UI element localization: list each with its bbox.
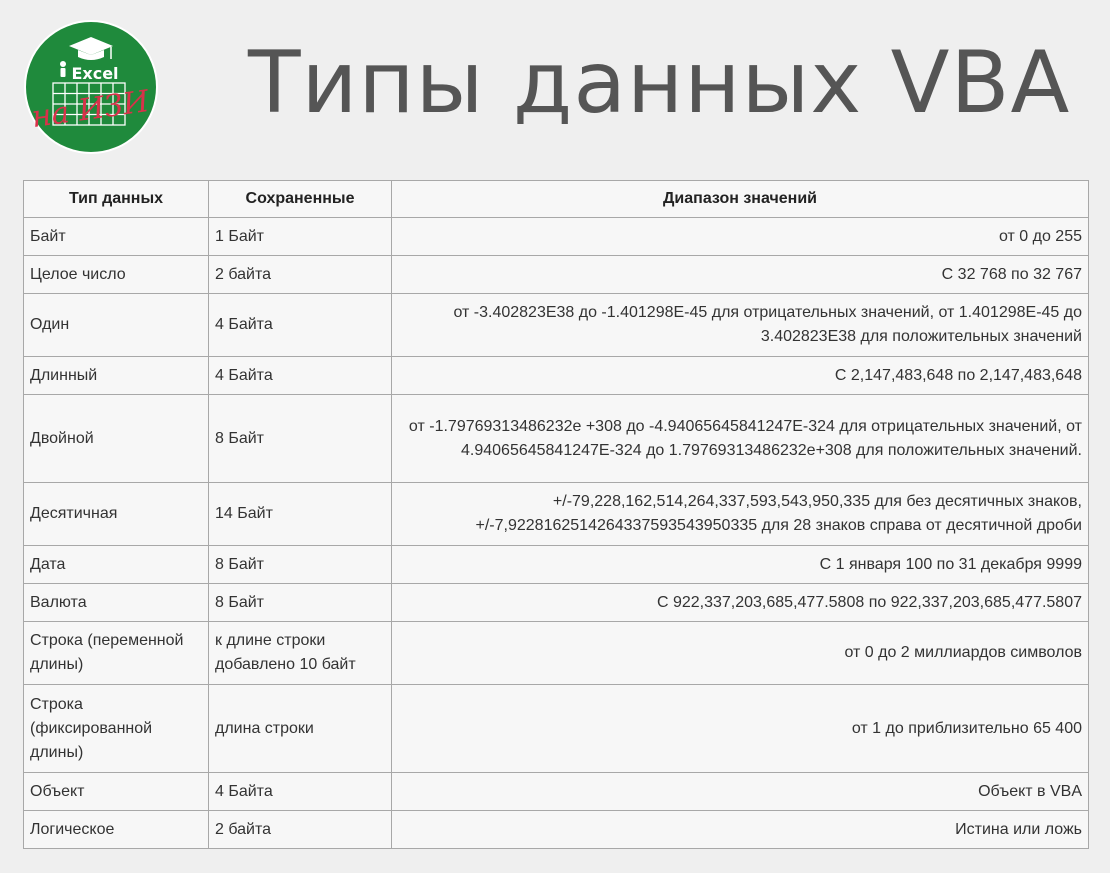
cell-range: С 1 января 100 по 31 декабря 9999 <box>392 546 1089 584</box>
table-row <box>24 622 1089 685</box>
cell-range: Истина или ложь <box>392 811 1089 849</box>
cell-storage: 14 Байт <box>209 483 392 546</box>
table-row <box>24 546 1089 584</box>
table-row <box>24 773 1089 811</box>
cell-range: С 2,147,483,648 по 2,147,483,648 <box>392 357 1089 395</box>
table-row <box>24 357 1089 395</box>
cell-storage: 1 Байт <box>209 218 392 256</box>
logo-script: на ИЗИ <box>29 83 152 136</box>
header-type: Тип данных <box>24 181 209 218</box>
cell-type: Дата <box>24 546 209 584</box>
person-icon <box>60 61 66 77</box>
cell-type: Двойной <box>24 395 209 483</box>
cell-range: от 1 до приблизительно 65 400 <box>392 685 1089 773</box>
cell-storage: 4 Байта <box>209 773 392 811</box>
page-title: Типы данных VBA <box>248 33 1071 133</box>
cell-range: от -3.402823E38 до -1.401298E-45 для отрицательных значений, от 1.401298E-45 до 3.402823E38 для положительных значений <box>392 294 1089 357</box>
table-row <box>24 483 1089 546</box>
cell-range: С 32 768 по 32 767 <box>392 256 1089 294</box>
cell-range: от 0 до 255 <box>392 218 1089 256</box>
cell-type: Строка (переменной длины) <box>24 622 209 685</box>
cell-type: Длинный <box>24 357 209 395</box>
cell-type: Логическое <box>24 811 209 849</box>
cell-storage: 8 Байт <box>209 584 392 622</box>
table-header-row <box>24 181 1089 218</box>
cell-range: С 922,337,203,685,477.5808 по 922,337,203,685,477.5807 <box>392 584 1089 622</box>
cell-type: Объект <box>24 773 209 811</box>
logo-word: Excel <box>71 64 119 83</box>
cell-storage: длина строки <box>209 685 392 773</box>
cell-range: +/-79,228,162,514,264,337,593,543,950,335 для без десятичных знаков, +/-7,9228162514264337593543950335 для 28 знаков справа от десятичной дроби <box>392 483 1089 546</box>
excel-logo <box>23 19 159 155</box>
table-row <box>24 685 1089 773</box>
cell-storage: 4 Байта <box>209 294 392 357</box>
cell-type: Валюта <box>24 584 209 622</box>
table-row <box>24 811 1089 849</box>
data-types-table <box>23 180 1089 849</box>
cell-range: Объект в VBA <box>392 773 1089 811</box>
cell-range: от 0 до 2 миллиардов символов <box>392 622 1089 685</box>
table-row <box>24 584 1089 622</box>
cell-range: от -1.79769313486232e +308 до -4.94065645841247E-324 для отрицательных значений, от 4.94065645841247E-324 до 1.79769313486232e+308 для положительных значений. <box>392 395 1089 483</box>
cell-type: Байт <box>24 218 209 256</box>
cell-type: Целое число <box>24 256 209 294</box>
table-row <box>24 218 1089 256</box>
cell-storage: 8 Байт <box>209 395 392 483</box>
table-row <box>24 294 1089 357</box>
cell-storage: 2 байта <box>209 811 392 849</box>
cell-storage: 8 Байт <box>209 546 392 584</box>
table-row <box>24 395 1089 483</box>
cell-storage: 4 Байта <box>209 357 392 395</box>
table-row <box>24 256 1089 294</box>
cell-storage: 2 байта <box>209 256 392 294</box>
cell-type: Десятичная <box>24 483 209 546</box>
cell-type: Строка (фиксированной длины) <box>24 685 209 773</box>
header-range: Диапазон значений <box>392 181 1089 218</box>
cell-storage: к длине строки добавлено 10 байт <box>209 622 392 685</box>
cell-type: Один <box>24 294 209 357</box>
header-storage: Сохраненные <box>209 181 392 218</box>
